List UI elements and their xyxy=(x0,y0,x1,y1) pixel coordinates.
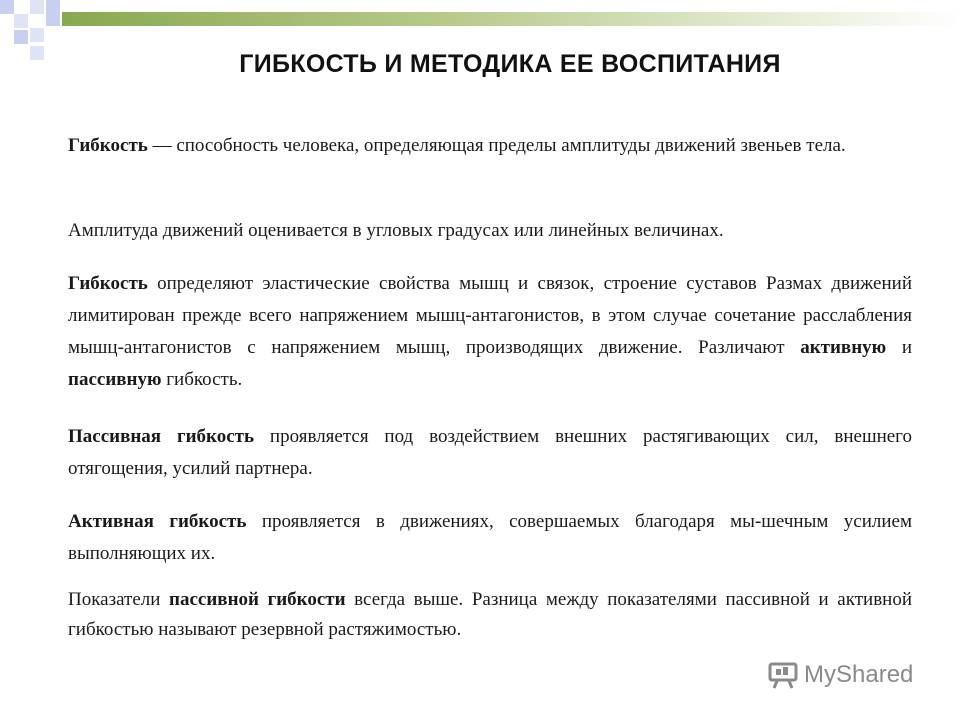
paragraph-text: Показатели xyxy=(68,589,170,610)
paragraph-text: проявляется под воздействием внешних растягивающих сил, внешнего отягощения, усилий партнера. xyxy=(68,426,912,479)
paragraph-active-flexibility xyxy=(68,506,912,570)
paragraph-text: и xyxy=(886,337,912,358)
term-passive-flexibility: Пассивная гибкость xyxy=(68,426,255,447)
watermark-text: MyShared xyxy=(804,661,914,688)
paragraph-text: определяют эластические свойства мышц и связок, строение суставов Размах движений лимитирован прежде всего напряжением мышц-антагонистов, в этом случае сочетание расслабления мышц-антагонистов с напряжением мышц, производящих движение. Различают xyxy=(68,273,912,358)
term-passive: пассивную xyxy=(68,369,162,390)
term-active: активную xyxy=(800,337,887,358)
term-passive-flexibility: пассивной гибкости xyxy=(169,589,346,610)
paragraph-passive-flexibility xyxy=(68,421,912,485)
term-flexibility: Гибкость xyxy=(68,273,148,294)
presentation-board-icon xyxy=(768,660,798,690)
paragraph-factors xyxy=(68,268,912,396)
page-title: ГИБКОСТЬ И МЕТОДИКА ЕЕ ВОСПИТАНИЯ xyxy=(239,50,781,78)
paragraph-definition xyxy=(68,130,912,162)
watermark-logo xyxy=(768,655,913,695)
paragraph-text: — способность человека, определяющая пределы амплитуды движений звеньев тела. xyxy=(147,135,846,156)
paragraph-text: всегда выше. Разница между показателями пассивной и активной гибкостью называют резервной растяжимостью. xyxy=(68,589,913,640)
paragraph-text: Амплитуда движений оценивается в угловых градусах или линейных величинах. xyxy=(68,220,724,241)
paragraph-text: проявляется в движениях, совершаемых благодаря мы-шечным усилием выполняющих их. xyxy=(68,511,912,564)
paragraph-text: гибкость. xyxy=(161,369,243,390)
paragraph-amplitude xyxy=(68,215,912,247)
term-flexibility: Гибкость xyxy=(68,135,148,156)
top-accent-bar xyxy=(62,12,960,26)
paragraph-indicators xyxy=(68,585,912,645)
term-active-flexibility: Активная гибкость xyxy=(68,511,247,532)
